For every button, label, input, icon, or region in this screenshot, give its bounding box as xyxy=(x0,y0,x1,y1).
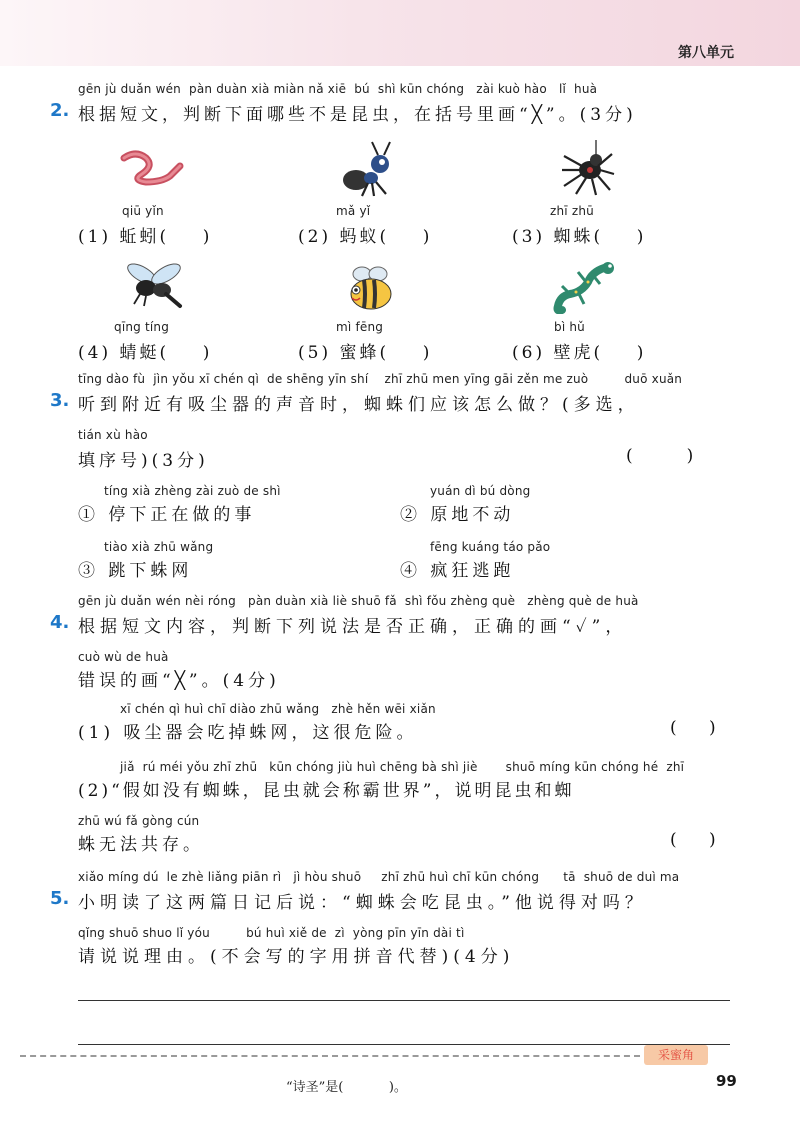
q5-pinyin-2: qǐng shuō shuo lǐ yóu bú huì xiě de zì yòng pīn yīn dài tì xyxy=(78,926,465,940)
item-6-pinyin: bì hǔ xyxy=(554,320,585,334)
spider-icon xyxy=(558,140,616,196)
q4-s1-pinyin: xī chén qì huì chī diào zhū wǎng zhè hěn wēi xiǎn xyxy=(120,702,436,716)
item-4-pinyin: qīng tíng xyxy=(114,320,170,334)
ant-icon xyxy=(338,138,398,198)
q3-line-2: 填序号)(3分) xyxy=(78,451,209,471)
q3-number: 3. xyxy=(50,390,70,411)
q4-line-2: 错误的画“╳”。(4分) xyxy=(78,671,280,691)
q4-s1-text: (1) 吸尘器会吃掉蛛网，这很危险。 xyxy=(78,723,418,743)
q5-line-1: 小明读了这两篇日记后说：“蜘蛛会吃昆虫。”他说得对吗？ xyxy=(78,893,647,913)
answer-line-2[interactable] xyxy=(78,1044,730,1045)
footer-note: “诗圣”是( )。 xyxy=(286,1080,407,1095)
q4-number: 4. xyxy=(50,612,70,633)
q5-number: 5. xyxy=(50,888,70,909)
dragonfly-icon xyxy=(124,260,186,312)
q4-s2-pinyin-2: zhū wú fǎ gòng cún xyxy=(78,814,200,828)
q4-s2-text: (2)“假如没有蜘蛛，昆虫就会称霸世界”，说明昆虫和蜘 xyxy=(78,781,575,801)
q3-option-3-pinyin: tiào xià zhū wǎng xyxy=(104,540,214,554)
gecko-icon xyxy=(548,260,618,314)
q3-answer-blank[interactable]: ( ) xyxy=(626,446,694,466)
q2-pinyin: gēn jù duǎn wén pàn duàn xià miàn nǎ xiē bú shì kūn chóng zài kuò hào lǐ huà xyxy=(78,82,598,96)
q3-pinyin-1: tīng dào fù jìn yǒu xī chén qì de shēng yīn shí zhī zhū men yīng gāi zěn me zuò duō xuǎn xyxy=(78,372,683,386)
item-1-label: (1) 蚯蚓( ) xyxy=(78,227,213,247)
answer-line-1[interactable] xyxy=(78,1000,730,1001)
q3-option-4: ④ 疯狂逃跑 xyxy=(400,561,515,581)
q3-option-2: ② 原地不动 xyxy=(400,505,515,525)
q3-option-1-pinyin: tíng xià zhèng zài zuò de shì xyxy=(104,484,281,498)
q4-pinyin-2: cuò wù de huà xyxy=(78,650,169,664)
q3-line-1: 听到附近有吸尘器的声音时，蜘蛛们应该怎么做？(多选， xyxy=(78,395,640,415)
q4-s2-answer-blank[interactable]: ( ) xyxy=(670,830,716,850)
footer-divider xyxy=(20,1055,640,1057)
item-3-pinyin: zhī zhū xyxy=(550,204,594,218)
item-5-label: (5) 蜜蜂( ) xyxy=(298,343,433,363)
q4-line-1: 根据短文内容，判断下列说法是否正确，正确的画“✓”， xyxy=(78,617,628,637)
q5-pinyin-1: xiǎo míng dú le zhè liǎng piān rì jì hòu shuō zhī zhū huì chī kūn chóng tā shuō de duì ma xyxy=(78,870,680,884)
q4-s2-pinyin: jiǎ rú méi yǒu zhī zhū kūn chóng jiù huì chēng bà shì jiè shuō míng kūn chóng hé zhī xyxy=(120,760,685,774)
q4-pinyin-1: gēn jù duǎn wén nèi róng pàn duàn xià liè shuō fǎ shì fǒu zhèng què zhèng què de huà xyxy=(78,594,639,608)
q2-text: 根据短文，判断下面哪些不是昆虫，在括号里画“╳”。(3分) xyxy=(78,105,637,125)
earthworm-icon xyxy=(118,148,184,192)
q3-option-2-pinyin: yuán dì bú dòng xyxy=(430,484,531,498)
footer-tag: 采蜜角 xyxy=(644,1045,708,1065)
q5-line-2: 请说说理由。(不会写的字用拼音代替)(4分) xyxy=(78,947,515,967)
item-4-label: (4) 蜻蜓( ) xyxy=(78,343,213,363)
q4-s2-text-2: 蛛无法共存。 xyxy=(78,835,204,855)
item-6-label: (6) 壁虎( ) xyxy=(512,343,647,363)
q3-pinyin-2: tián xù hào xyxy=(78,428,148,442)
bee-icon xyxy=(344,262,398,312)
item-1-pinyin: qiū yǐn xyxy=(122,204,164,218)
page-number: 99 xyxy=(716,1072,737,1090)
q4-s1-answer-blank[interactable]: ( ) xyxy=(670,718,716,738)
unit-title: 第八单元 xyxy=(678,45,734,61)
item-3-label: (3) 蜘蛛( ) xyxy=(512,227,647,247)
item-5-pinyin: mì fēng xyxy=(336,320,384,334)
q2-number: 2. xyxy=(50,100,70,121)
q3-option-4-pinyin: fēng kuáng táo pǎo xyxy=(430,540,551,554)
q3-option-1: ① 停下正在做的事 xyxy=(78,505,256,525)
q3-option-3: ③ 跳下蛛网 xyxy=(78,561,193,581)
item-2-label: (2) 蚂蚁( ) xyxy=(298,227,433,247)
item-2-pinyin: mǎ yǐ xyxy=(336,204,371,218)
